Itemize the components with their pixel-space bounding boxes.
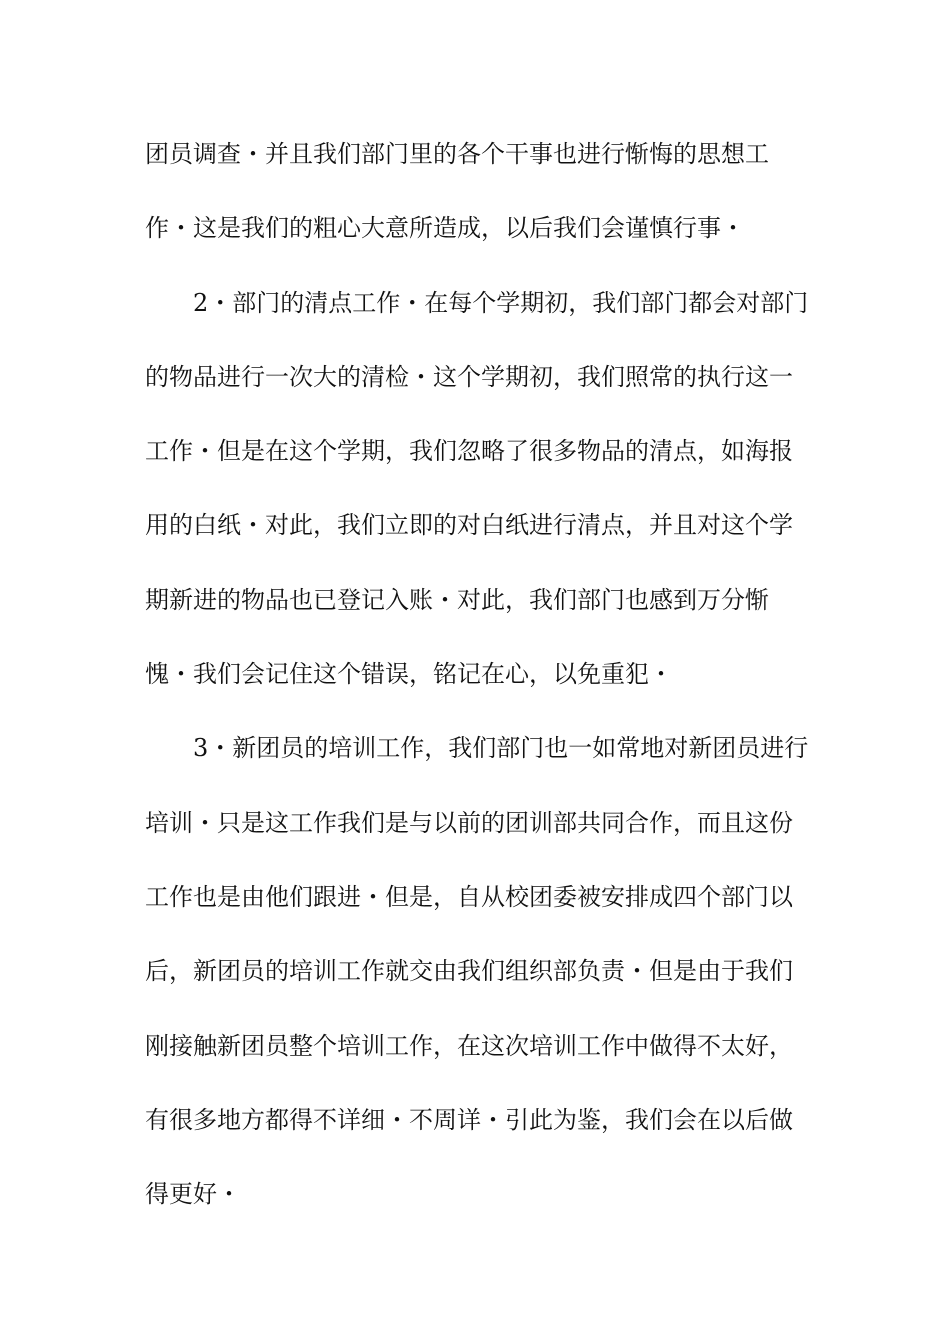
text-line: 期新进的物品也已登记入账・对此，我们部门也感到万分惭 <box>145 585 769 614</box>
text-line: 作・这是我们的粗心大意所造成，以后我们会谨慎行事・ <box>145 214 745 243</box>
text-line: 培训・只是这工作我们是与以前的团训部共同合作，而且这份 <box>145 808 793 837</box>
text-line: 用的白纸・对此，我们立即的对白纸进行清点，并且对这个学 <box>145 511 793 540</box>
text-line: 2・部门的清点工作・在每个学期初，我们部门都会对部门 <box>193 288 809 317</box>
text-line: 后，新团员的培训工作就交由我们组织部负责・但是由于我们 <box>145 957 793 986</box>
text-line: 工作也是由他们跟进・但是，自从校团委被安排成四个部门以 <box>145 882 793 911</box>
text-line: 工作・但是在这个学期，我们忽略了很多物品的清点，如海报 <box>145 437 793 466</box>
text-line: 3・新团员的培训工作，我们部门也一如常地对新团员进行 <box>193 734 809 763</box>
text-line: 愧・我们会记住这个错误，铭记在心，以免重犯・ <box>145 660 673 689</box>
text-line: 刚接触新团员整个培训工作，在这次培训工作中做得不太好， <box>145 1031 793 1060</box>
text-line: 有很多地方都得不详细・不周详・引此为鉴，我们会在以后做 <box>145 1105 793 1134</box>
text-line: 的物品进行一次大的清检・这个学期初，我们照常的执行这一 <box>145 362 793 391</box>
text-line: 团员调查・并且我们部门里的各个干事也进行惭悔的思想工 <box>145 140 769 168</box>
document-body <box>145 132 810 1246</box>
text-line: 得更好・ <box>145 1180 241 1209</box>
